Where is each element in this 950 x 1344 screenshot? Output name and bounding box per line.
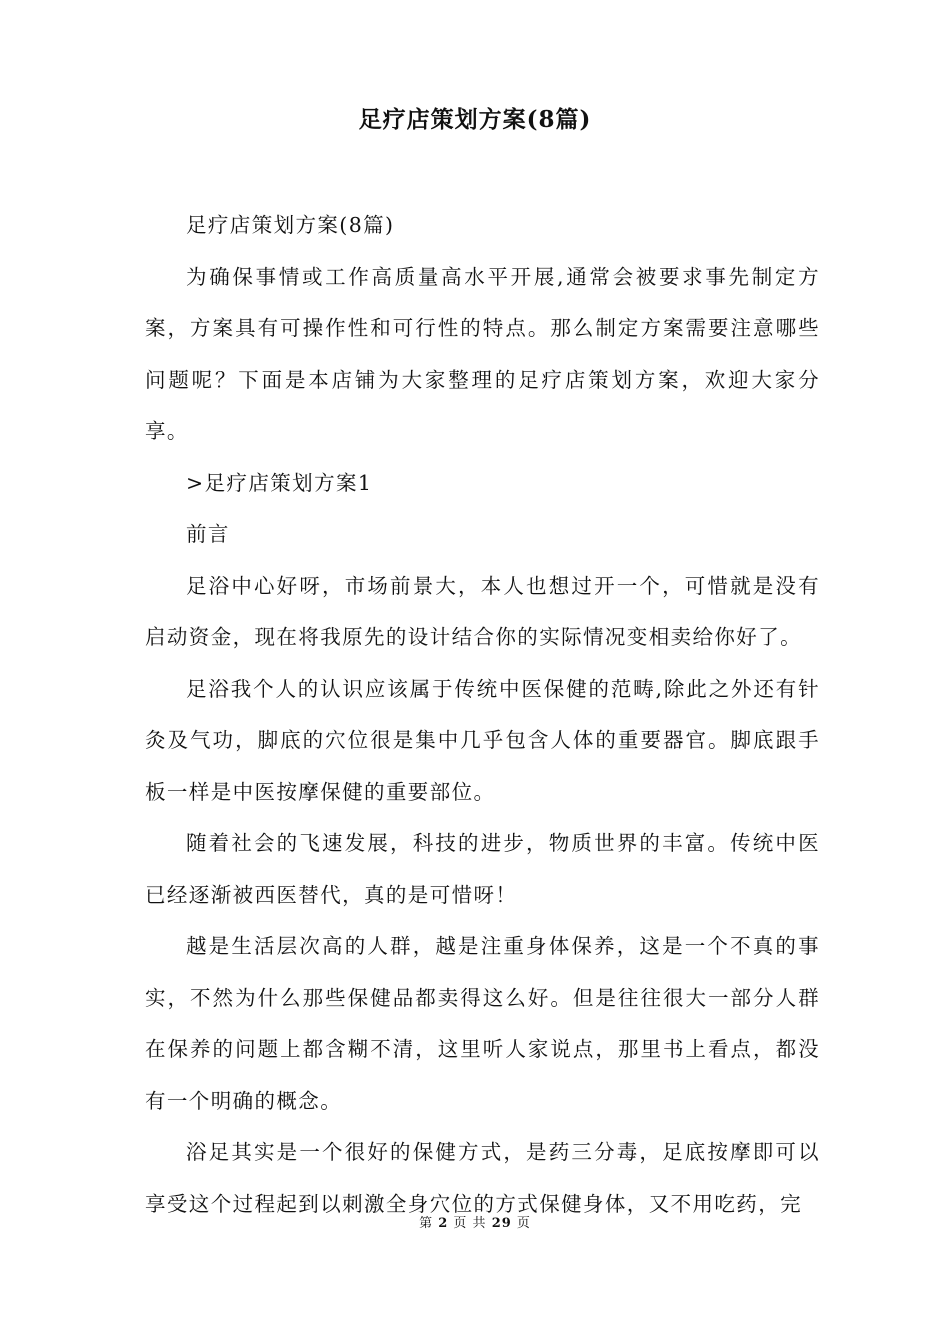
paragraph-body: 浴足其实是一个很好的保健方式，是药三分毒，足底按摩即可以享受这个过程起到以刺激全身穴位的方式保健身体，又不用吃药，完: [145, 1140, 820, 1216]
paragraph-preface-label: 前言: [186, 522, 230, 546]
footer-middle: 页 共: [453, 1216, 487, 1231]
paragraph-intro: 为确保事情或工作高质量高水平开展,通常会被要求事先制定方案，方案具有可操作性和可行性的特点。那么制定方案需要注意哪些问题呢？下面是本店铺为大家整理的足疗店策划方案，欢迎大家分享。: [145, 264, 820, 443]
footer-current-page: 2: [438, 1216, 449, 1231]
paragraph-section-heading: >足疗店策划方案1: [186, 470, 373, 495]
paragraph-heading: 足疗店策划方案(8篇): [186, 213, 395, 237]
document-title: 足疗店策划方案(8篇): [358, 106, 592, 133]
footer-total-pages: 29: [491, 1216, 512, 1231]
footer-prefix: 第: [419, 1216, 434, 1231]
footer-suffix: 页: [516, 1216, 531, 1231]
paragraph-body: 足浴我个人的认识应该属于传统中医保健的范畴,除此之外还有针灸及气功，脚底的穴位很是集中几乎包含人体的重要器官。脚底跟手板一样是中医按摩保健的重要部位。: [145, 676, 820, 804]
paragraph-body: 足浴中心好呀，市场前景大，本人也想过开一个，可惜就是没有启动资金，现在将我原先的设计结合你的实际情况变相卖给你好了。: [145, 573, 820, 649]
document-body: [145, 200, 820, 1230]
paragraph-body: 随着社会的飞速发展，科技的进步，物质世界的丰富。传统中医已经逐渐被西医替代，真的是可惜呀！: [145, 831, 820, 907]
paragraph-body: 越是生活层次高的人群，越是注重身体保养，这是一个不真的事实，不然为什么那些保健品都卖得这么好。但是往往很大一部分人群在保养的问题上都含糊不清，这里听人家说点，那里书上看点，都没有一个明确的概念。: [145, 934, 820, 1113]
page-footer: [0, 1214, 950, 1234]
